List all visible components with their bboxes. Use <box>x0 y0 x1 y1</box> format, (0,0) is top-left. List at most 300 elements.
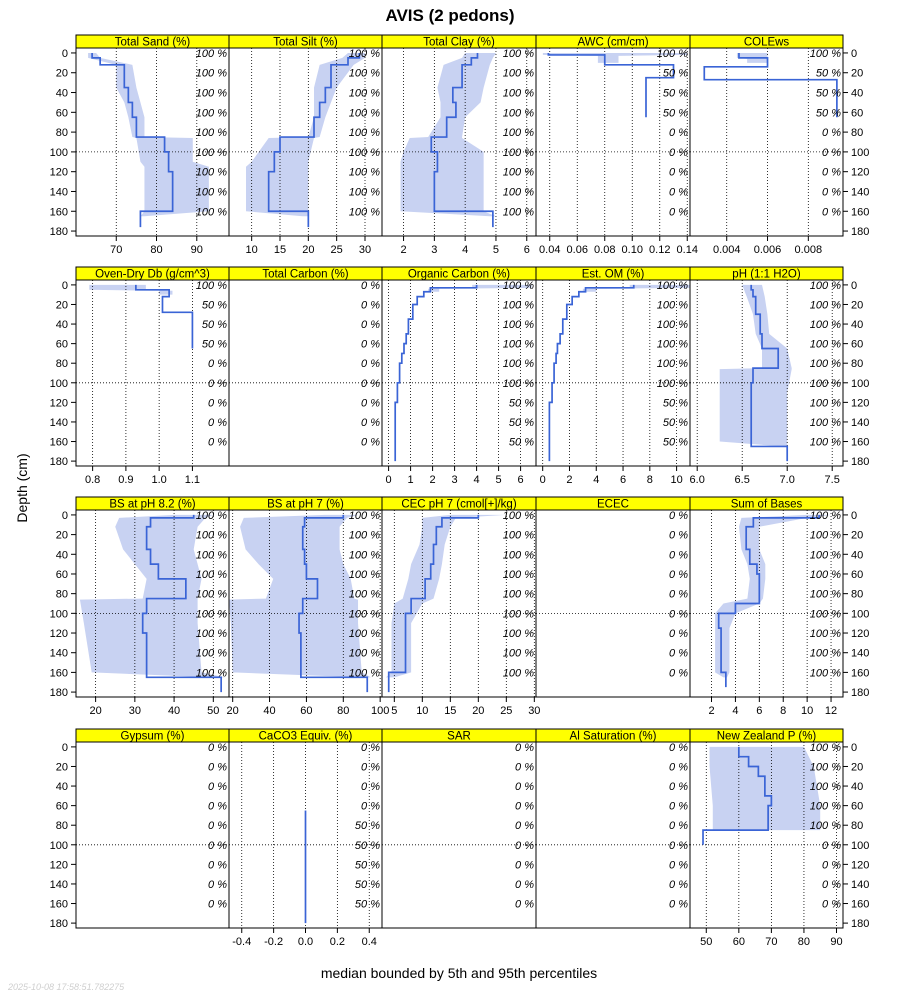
x-tick-label: 80 <box>797 936 811 948</box>
y-tick-label-right: 40 <box>851 319 864 332</box>
x-tick-label: 60 <box>300 705 313 717</box>
strip-label: COLEws <box>743 36 790 49</box>
x-tick-label: 2 <box>400 244 407 256</box>
data-coverage-label: 100 % <box>809 761 841 774</box>
x-tick-label: 10 <box>245 244 258 256</box>
x-tick-label: -0.4 <box>232 936 252 948</box>
x-tick-label: 70 <box>765 936 778 948</box>
strip-label: Oven-Dry Db (g/cm^3) <box>95 268 210 281</box>
y-tick-label-right: 160 <box>851 898 870 911</box>
data-coverage-label: 100 % <box>809 549 841 562</box>
x-tick-label: 5 <box>391 705 398 717</box>
data-coverage-label: 100 % <box>809 781 841 794</box>
data-coverage-label: 100 % <box>195 87 227 100</box>
data-coverage-label: 100 % <box>809 319 841 332</box>
strip-label: BS at pH 8.2 (%) <box>109 498 196 511</box>
data-coverage-label: 100 % <box>656 338 688 351</box>
y-tick-label-right: 140 <box>851 878 870 891</box>
data-coverage-label: 100 % <box>809 416 841 429</box>
y-tick-label-right: 100 <box>851 608 870 621</box>
data-coverage-label: 0 % <box>669 820 688 833</box>
y-tick-label-right: 40 <box>851 87 864 100</box>
data-coverage-label: 100 % <box>195 568 227 581</box>
data-coverage-label: 50 % <box>508 436 534 449</box>
y-tick-label-left: 60 <box>55 568 68 581</box>
data-coverage-label: 100 % <box>809 568 841 581</box>
data-coverage-label: 100 % <box>656 299 688 312</box>
data-coverage-label: 0 % <box>515 859 534 872</box>
data-coverage-label: 100 % <box>809 47 841 60</box>
y-tick-label-left: 80 <box>55 358 68 371</box>
data-coverage-label: 100 % <box>502 186 534 199</box>
y-tick-label-right: 60 <box>851 107 864 120</box>
y-tick-label-right: 120 <box>851 859 870 872</box>
y-tick-label-right: 120 <box>851 166 870 179</box>
data-coverage-label: 100 % <box>195 509 227 522</box>
y-tick-label-right: 0 <box>851 279 858 292</box>
data-coverage-label: 100 % <box>502 67 534 80</box>
data-coverage-label: 0 % <box>361 279 380 292</box>
x-axis-label: median bounded by 5th and 95th percentiles <box>320 965 598 981</box>
y-tick-label-left: 100 <box>49 608 68 621</box>
x-tick-label: 4 <box>473 474 480 486</box>
data-coverage-label: 100 % <box>656 358 688 371</box>
strip-label: Total Clay (%) <box>423 36 495 49</box>
data-coverage-label: 0 % <box>361 436 380 449</box>
y-tick-label-left: 180 <box>49 456 68 469</box>
data-coverage-label: 50 % <box>815 67 841 80</box>
strip-label: Total Sand (%) <box>114 36 191 49</box>
y-tick-label-right: 60 <box>851 338 864 351</box>
data-coverage-label: 0 % <box>208 741 227 754</box>
x-tick-label: 90 <box>830 936 843 948</box>
y-tick-label-right: 140 <box>851 186 870 199</box>
data-coverage-label: 100 % <box>502 146 534 159</box>
data-coverage-label: 0 % <box>361 338 380 351</box>
data-coverage-label: 100 % <box>502 127 534 140</box>
x-tick-label: 0.08 <box>594 244 616 256</box>
x-tick-label: 50 <box>700 936 713 948</box>
y-tick-label-right: 40 <box>851 781 864 794</box>
data-coverage-label: 0 % <box>208 898 227 911</box>
strip-label: AWC (cm/cm) <box>577 36 649 49</box>
data-coverage-label: 50 % <box>662 416 688 429</box>
data-coverage-label: 100 % <box>502 588 534 601</box>
data-coverage-label: 100 % <box>195 186 227 199</box>
x-tick-label: 3 <box>431 244 438 256</box>
data-coverage-label: 100 % <box>195 647 227 660</box>
data-coverage-label: 100 % <box>195 588 227 601</box>
strip-label: BS at pH 7 (%) <box>267 498 344 511</box>
data-coverage-label: 100 % <box>809 338 841 351</box>
x-tick-label: 20 <box>472 705 485 717</box>
data-coverage-label: 100 % <box>809 628 841 641</box>
x-tick-label: 0.2 <box>329 936 346 948</box>
x-tick-label: 4 <box>462 244 469 256</box>
data-coverage-label: 100 % <box>195 47 227 60</box>
y-tick-label-left: 160 <box>49 436 68 449</box>
data-coverage-label: 0 % <box>208 839 227 852</box>
data-coverage-label: 0 % <box>822 878 841 891</box>
y-tick-label-left: 160 <box>49 206 68 219</box>
data-coverage-label: 100 % <box>809 588 841 601</box>
data-coverage-label: 100 % <box>195 127 227 140</box>
y-tick-label-right: 180 <box>851 226 870 239</box>
data-coverage-label: 100 % <box>502 647 534 660</box>
y-tick-label-left: 0 <box>61 47 68 60</box>
x-tick-label: 20 <box>89 705 102 717</box>
data-coverage-label: 0 % <box>515 898 534 911</box>
y-tick-label-left: 120 <box>49 397 68 410</box>
y-axis-label: Depth (cm) <box>14 453 30 523</box>
data-coverage-label: 0 % <box>822 166 841 179</box>
data-coverage-label: 100 % <box>809 800 841 813</box>
x-tick-label: 60 <box>732 936 745 948</box>
data-coverage-label: 0 % <box>669 781 688 794</box>
y-tick-label-right: 0 <box>851 47 858 60</box>
data-coverage-label: 0 % <box>208 859 227 872</box>
data-coverage-label: 100 % <box>656 47 688 60</box>
strip-label: Est. OM (%) <box>581 268 645 281</box>
y-tick-label-right: 140 <box>851 647 870 660</box>
x-tick-label: 80 <box>337 705 350 717</box>
x-tick-label: 12 <box>824 705 838 717</box>
data-coverage-label: 50 % <box>354 839 380 852</box>
y-tick-label-left: 40 <box>55 87 68 100</box>
data-coverage-label: 100 % <box>809 529 841 542</box>
data-coverage-label: 100 % <box>348 549 380 562</box>
x-tick-label: 15 <box>273 244 287 256</box>
x-tick-label: 0.006 <box>753 244 782 256</box>
y-tick-label-left: 20 <box>55 761 68 774</box>
strip-label: Gypsum (%) <box>120 730 185 743</box>
data-coverage-label: 100 % <box>502 279 534 292</box>
y-tick-label-left: 140 <box>49 878 68 891</box>
data-coverage-label: 0 % <box>208 397 227 410</box>
y-tick-label-left: 40 <box>55 549 68 562</box>
data-coverage-label: 0 % <box>515 820 534 833</box>
data-coverage-label: 100 % <box>195 107 227 120</box>
y-tick-label-left: 20 <box>55 67 68 80</box>
y-tick-label-right: 20 <box>851 67 864 80</box>
data-coverage-label: 100 % <box>348 588 380 601</box>
x-tick-label: 10 <box>416 705 429 717</box>
data-coverage-label: 0 % <box>361 741 380 754</box>
data-coverage-label: 100 % <box>502 107 534 120</box>
data-coverage-label: 0 % <box>669 667 688 680</box>
data-coverage-label: 100 % <box>195 279 227 292</box>
y-tick-label-right: 60 <box>851 568 864 581</box>
x-tick-label: 0 <box>385 474 392 486</box>
y-tick-label-left: 0 <box>61 279 68 292</box>
y-tick-label-left: 40 <box>55 319 68 332</box>
data-coverage-label: 0 % <box>669 529 688 542</box>
data-coverage-label: 50 % <box>815 107 841 120</box>
data-coverage-label: 100 % <box>656 279 688 292</box>
x-tick-label: 4 <box>732 705 739 717</box>
data-coverage-label: 0 % <box>361 781 380 794</box>
data-coverage-label: 100 % <box>502 509 534 522</box>
strip-label: ECEC <box>597 498 629 511</box>
data-coverage-label: 0 % <box>208 800 227 813</box>
y-tick-label-left: 180 <box>49 226 68 239</box>
data-coverage-label: 0 % <box>822 186 841 199</box>
data-coverage-label: 0 % <box>822 127 841 140</box>
data-coverage-label: 100 % <box>656 319 688 332</box>
y-tick-label-left: 140 <box>49 186 68 199</box>
x-tick-label: 1.0 <box>151 474 167 486</box>
data-coverage-label: 100 % <box>809 509 841 522</box>
x-tick-label: 0.004 <box>712 244 741 256</box>
data-coverage-label: 100 % <box>348 608 380 621</box>
x-tick-label: -0.2 <box>264 936 284 948</box>
y-tick-label-left: 0 <box>61 741 68 754</box>
x-tick-label: 30 <box>358 244 372 256</box>
data-coverage-label: 0 % <box>208 358 227 371</box>
x-tick-label: 6.5 <box>734 474 750 486</box>
data-coverage-label: 50 % <box>201 319 227 332</box>
x-tick-label: 25 <box>330 244 343 256</box>
x-tick-label: 8 <box>780 705 787 717</box>
data-coverage-label: 0 % <box>361 397 380 410</box>
data-coverage-label: 100 % <box>195 628 227 641</box>
data-coverage-label: 0 % <box>669 898 688 911</box>
data-coverage-label: 0 % <box>361 761 380 774</box>
data-coverage-label: 50 % <box>662 436 688 449</box>
data-coverage-label: 100 % <box>809 397 841 410</box>
chart-title: AVIS (2 pedons) <box>385 6 515 25</box>
x-tick-label: 6 <box>756 705 763 717</box>
x-tick-label: 6 <box>619 474 627 486</box>
strip-label: Organic Carbon (%) <box>407 268 511 281</box>
timestamp-watermark: 2025-10-08 17:58:51.782275 <box>8 982 125 992</box>
y-tick-label-right: 100 <box>851 839 870 852</box>
y-tick-label-left: 100 <box>49 839 68 852</box>
data-coverage-label: 0 % <box>515 761 534 774</box>
data-coverage-label: 0 % <box>822 859 841 872</box>
x-tick-label: 15 <box>444 705 457 717</box>
x-tick-label: 0 <box>539 474 546 486</box>
data-coverage-label: 0 % <box>208 377 227 390</box>
data-coverage-label: 0 % <box>361 377 380 390</box>
data-coverage-label: 100 % <box>348 166 380 179</box>
x-tick-label: 90 <box>190 244 203 256</box>
data-coverage-label: 100 % <box>809 358 841 371</box>
data-coverage-label: 0 % <box>208 761 227 774</box>
y-tick-label-right: 180 <box>851 687 870 700</box>
y-tick-label-right: 80 <box>851 127 864 140</box>
data-coverage-label: 100 % <box>502 206 534 219</box>
y-tick-label-right: 0 <box>851 509 858 522</box>
y-tick-label-left: 100 <box>49 146 68 159</box>
y-tick-label-right: 160 <box>851 206 870 219</box>
data-coverage-label: 100 % <box>348 509 380 522</box>
y-tick-label-right: 140 <box>851 416 870 429</box>
strip-label: Total Silt (%) <box>273 36 338 49</box>
data-coverage-label: 50 % <box>354 859 380 872</box>
data-coverage-label: 100 % <box>809 667 841 680</box>
data-coverage-label: 0 % <box>669 146 688 159</box>
data-coverage-label: 100 % <box>502 299 534 312</box>
y-tick-label-left: 80 <box>55 588 68 601</box>
y-tick-label-right: 40 <box>851 549 864 562</box>
data-coverage-label: 100 % <box>502 338 534 351</box>
data-coverage-label: 100 % <box>348 186 380 199</box>
data-coverage-label: 0 % <box>669 628 688 641</box>
y-tick-label-left: 160 <box>49 898 68 911</box>
x-tick-label: 0.4 <box>361 936 377 948</box>
data-coverage-label: 100 % <box>348 127 380 140</box>
data-coverage-label: 0 % <box>669 608 688 621</box>
y-tick-label-left: 180 <box>49 918 68 931</box>
data-coverage-label: 100 % <box>809 279 841 292</box>
y-tick-label-left: 180 <box>49 687 68 700</box>
x-tick-label: 20 <box>226 705 239 717</box>
y-tick-label-left: 60 <box>55 338 68 351</box>
y-tick-label-left: 80 <box>55 127 68 140</box>
y-tick-label-right: 100 <box>851 146 870 159</box>
data-coverage-label: 50 % <box>508 397 534 410</box>
data-coverage-label: 0 % <box>669 568 688 581</box>
x-tick-label: 1.1 <box>184 474 201 486</box>
data-coverage-label: 100 % <box>348 146 380 159</box>
data-coverage-label: 100 % <box>502 47 534 60</box>
data-coverage-label: 0 % <box>515 800 534 813</box>
x-tick-label: 10 <box>801 705 814 717</box>
data-coverage-label: 100 % <box>809 647 841 660</box>
data-coverage-label: 100 % <box>195 206 227 219</box>
x-tick-label: 0.14 <box>676 244 698 256</box>
y-tick-label-left: 60 <box>55 800 68 813</box>
y-tick-label-left: 160 <box>49 667 68 680</box>
y-tick-label-right: 80 <box>851 358 864 371</box>
y-tick-label-right: 20 <box>851 529 864 542</box>
data-coverage-label: 50 % <box>354 820 380 833</box>
data-coverage-label: 0 % <box>361 800 380 813</box>
y-tick-label-left: 100 <box>49 377 68 390</box>
data-coverage-label: 50 % <box>508 416 534 429</box>
y-tick-label-left: 120 <box>49 859 68 872</box>
data-coverage-label: 50 % <box>662 107 688 120</box>
data-coverage-label: 100 % <box>809 608 841 621</box>
y-tick-label-left: 0 <box>61 509 68 522</box>
strip-label: pH (1:1 H2O) <box>732 268 801 281</box>
x-tick-label: 2 <box>429 474 436 486</box>
data-coverage-label: 0 % <box>208 416 227 429</box>
data-coverage-label: 50 % <box>662 67 688 80</box>
y-tick-label-left: 120 <box>49 628 68 641</box>
x-tick-label: 20 <box>302 244 315 256</box>
y-tick-label-right: 0 <box>851 741 858 754</box>
data-coverage-label: 0 % <box>669 647 688 660</box>
data-coverage-label: 50 % <box>662 87 688 100</box>
data-coverage-label: 100 % <box>348 47 380 60</box>
data-coverage-label: 100 % <box>809 820 841 833</box>
strip-label: Sum of Bases <box>730 498 803 511</box>
data-coverage-label: 50 % <box>662 397 688 410</box>
data-coverage-label: 50 % <box>201 338 227 351</box>
data-coverage-label: 0 % <box>669 839 688 852</box>
y-tick-label-left: 40 <box>55 781 68 794</box>
x-tick-label: 30 <box>128 705 141 717</box>
data-coverage-label: 100 % <box>502 358 534 371</box>
data-coverage-label: 0 % <box>669 800 688 813</box>
data-coverage-label: 100 % <box>502 319 534 332</box>
data-coverage-label: 0 % <box>361 319 380 332</box>
strip-label: SAR <box>447 730 471 743</box>
data-coverage-label: 0 % <box>208 820 227 833</box>
data-coverage-label: 100 % <box>348 568 380 581</box>
y-tick-label-right: 100 <box>851 377 870 390</box>
data-coverage-label: 100 % <box>348 67 380 80</box>
data-coverage-label: 0 % <box>822 206 841 219</box>
data-coverage-label: 100 % <box>656 377 688 390</box>
y-tick-label-right: 180 <box>851 456 870 469</box>
data-coverage-label: 0 % <box>515 781 534 794</box>
data-coverage-label: 0 % <box>515 839 534 852</box>
x-tick-label: 50 <box>207 705 220 717</box>
y-tick-label-right: 80 <box>851 820 864 833</box>
data-coverage-label: 100 % <box>502 549 534 562</box>
x-tick-label: 1 <box>407 474 414 486</box>
data-coverage-label: 50 % <box>815 87 841 100</box>
data-coverage-label: 50 % <box>354 878 380 891</box>
data-coverage-label: 100 % <box>502 568 534 581</box>
data-coverage-label: 0 % <box>361 299 380 312</box>
data-coverage-label: 100 % <box>348 206 380 219</box>
x-tick-label: 0.9 <box>118 474 134 486</box>
data-coverage-label: 100 % <box>348 87 380 100</box>
x-tick-label: 4 <box>593 474 600 486</box>
data-coverage-label: 100 % <box>348 107 380 120</box>
data-coverage-label: 100 % <box>809 299 841 312</box>
y-tick-label-right: 20 <box>851 761 864 774</box>
strip-label: Total Carbon (%) <box>262 268 349 281</box>
x-tick-label: 100 <box>370 705 390 717</box>
data-coverage-label: 100 % <box>502 166 534 179</box>
x-tick-label: 5 <box>495 474 502 486</box>
data-coverage-label: 0 % <box>669 206 688 219</box>
data-coverage-label: 100 % <box>502 608 534 621</box>
data-coverage-label: 0 % <box>669 741 688 754</box>
data-coverage-label: 0 % <box>669 549 688 562</box>
data-coverage-label: 100 % <box>195 549 227 562</box>
data-coverage-label: 100 % <box>809 741 841 754</box>
data-coverage-label: 100 % <box>348 647 380 660</box>
data-coverage-label: 0 % <box>515 878 534 891</box>
y-tick-label-right: 160 <box>851 436 870 449</box>
data-coverage-label: 0 % <box>208 878 227 891</box>
x-tick-label: 8 <box>646 474 653 486</box>
x-tick-label: 0.008 <box>794 244 823 256</box>
data-coverage-label: 100 % <box>348 667 380 680</box>
x-tick-label: 6 <box>523 244 530 256</box>
data-coverage-label: 100 % <box>502 87 534 100</box>
data-coverage-label: 0 % <box>822 146 841 159</box>
y-tick-label-right: 120 <box>851 628 870 641</box>
y-tick-label-left: 20 <box>55 529 68 542</box>
data-coverage-label: 100 % <box>195 608 227 621</box>
strip-label: New Zealand P (%) <box>716 730 817 743</box>
data-coverage-label: 0 % <box>669 878 688 891</box>
x-tick-label: 3 <box>451 474 458 486</box>
data-coverage-label: 0 % <box>361 416 380 429</box>
x-tick-label: 70 <box>110 244 123 256</box>
x-tick-label: 0.8 <box>84 474 101 486</box>
y-tick-label-left: 20 <box>55 299 68 312</box>
x-tick-label: 40 <box>167 705 181 717</box>
x-tick-label: 0.04 <box>539 244 561 256</box>
